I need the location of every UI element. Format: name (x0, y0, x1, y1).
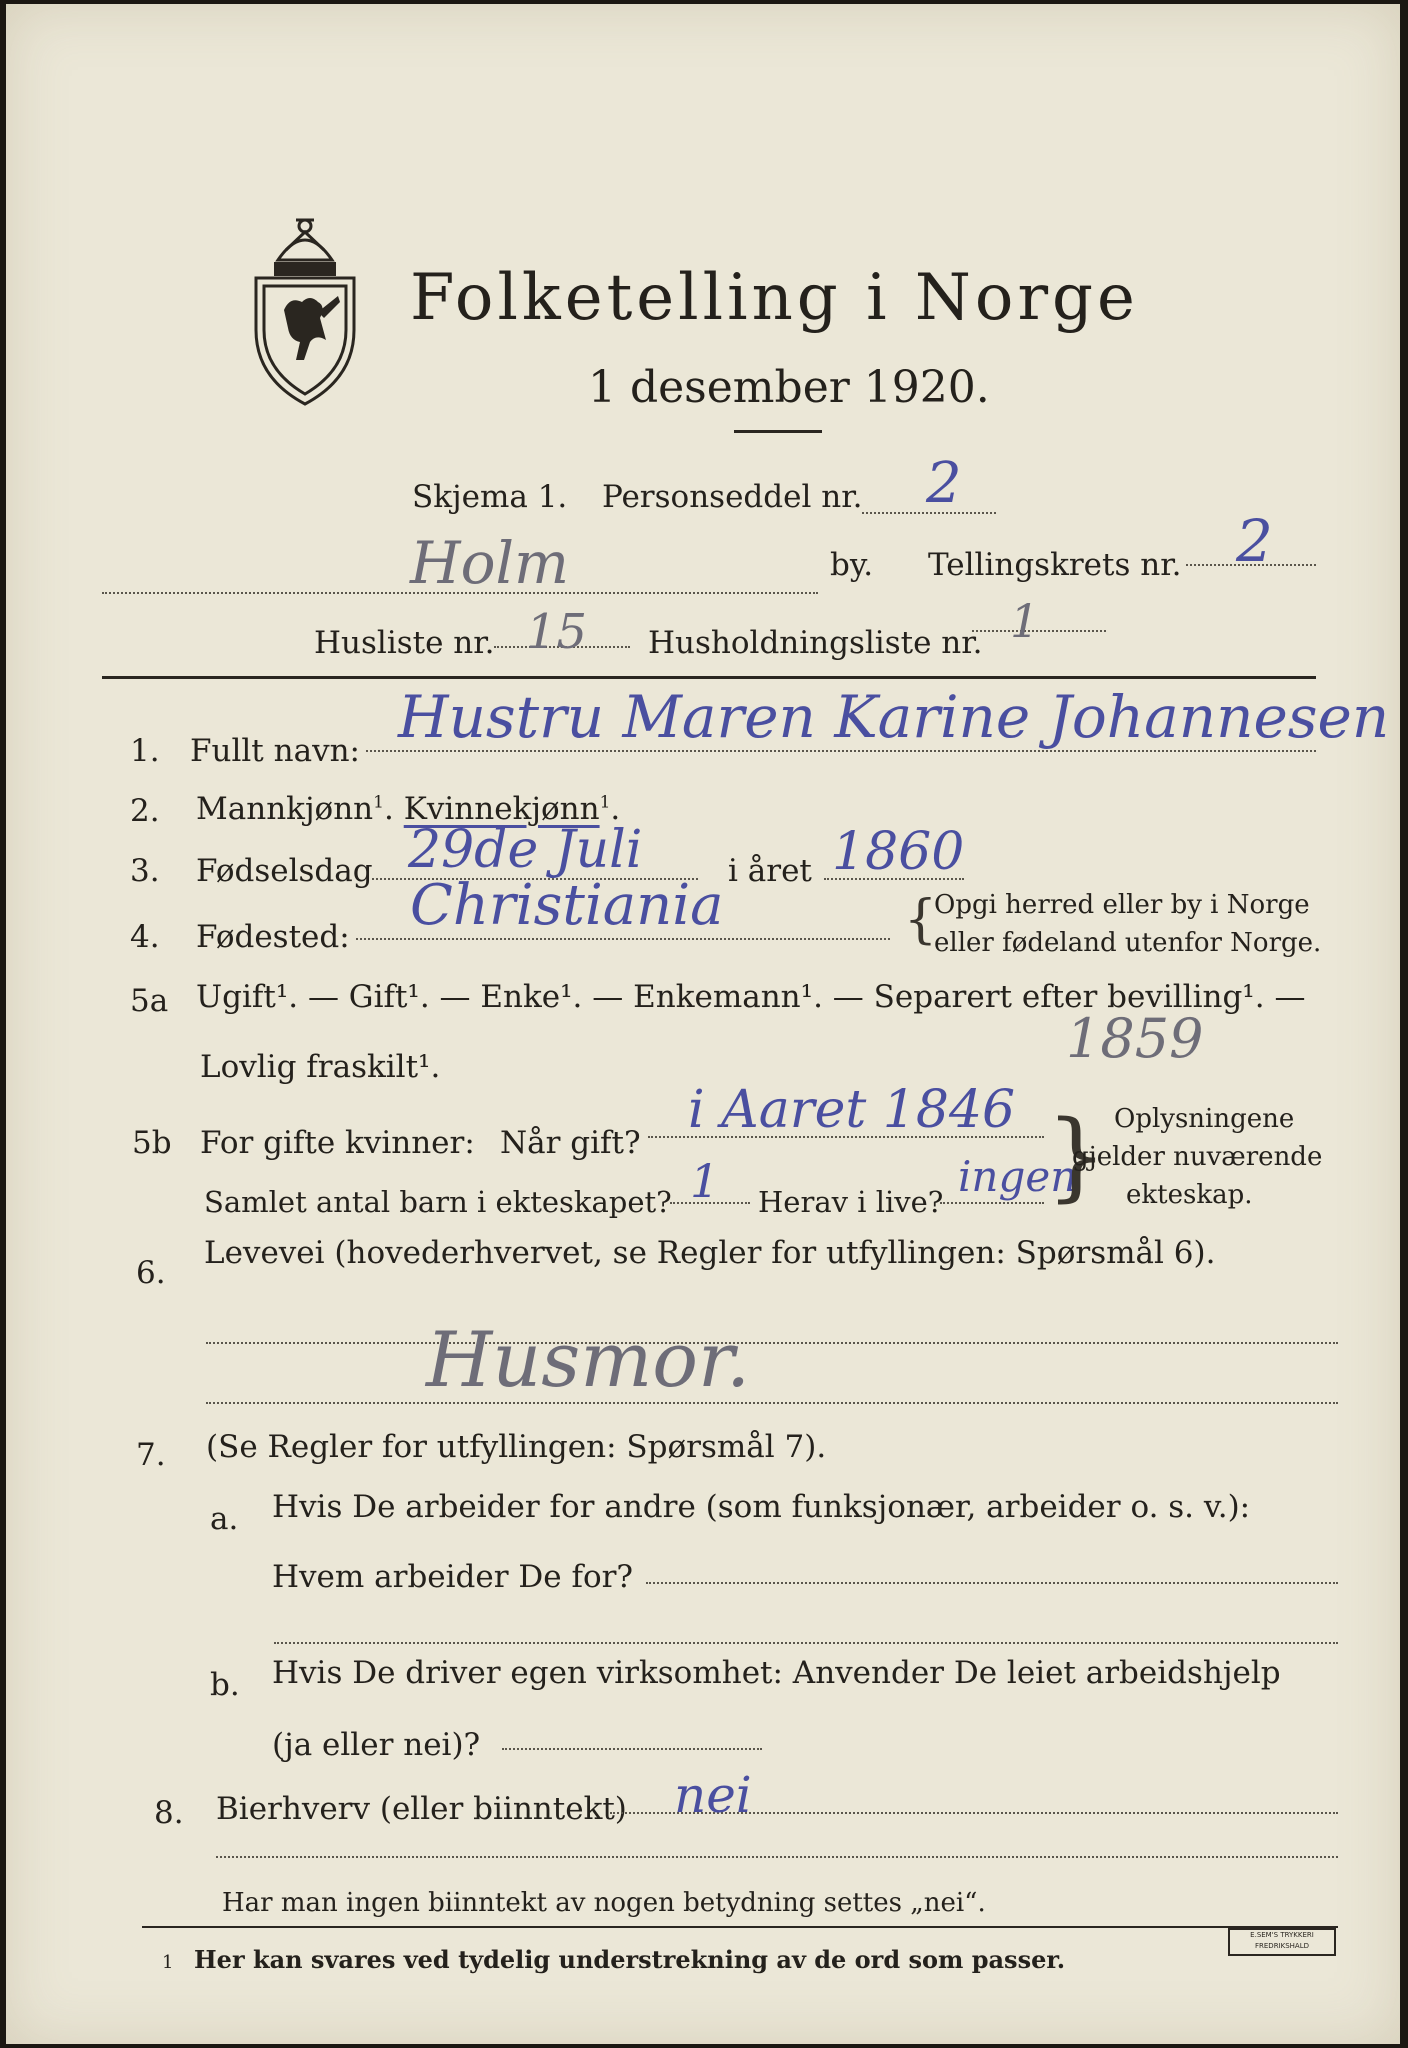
footnote-number: 1 (162, 1952, 174, 1973)
norwegian-coat-of-arms-icon (246, 210, 364, 410)
q4-value: Christiania (410, 873, 724, 938)
q1-value: Hustru Maren Karine Johannesen (398, 683, 1390, 751)
q5b-barn-value: 1 (690, 1154, 720, 1208)
footer-note: Har man ingen biinntekt av nogen betydning settes „nei“. (222, 1888, 986, 1918)
personseddel-value: 2 (926, 451, 962, 516)
q7-label: (Se Regler for utfyllingen: Spørsmål 7). (206, 1429, 827, 1465)
q5b-note-line3: ekteskap. (1126, 1180, 1253, 1210)
census-date: 1 desember 1920. (588, 362, 990, 413)
q4-label: Fødested: (196, 919, 350, 955)
q6-label: Levevei (hovederhvervet, se Regler for utfyllingen: Spørsmål 6). (204, 1235, 1216, 1271)
q5b-note-line1: Oplysningene (1114, 1104, 1295, 1134)
skjema-label: Skjema 1. (412, 479, 568, 515)
q2-options: Mannkjønn$^1$. Kvinnekjønn$^1$. (196, 791, 621, 827)
q5b-live-value: ingen (958, 1152, 1078, 1201)
husliste-value: 15 (526, 604, 588, 660)
q7a-line-answer2 (274, 1642, 1338, 1644)
q3-day-value: 29de Juli (408, 820, 643, 880)
q6-number: 6. (136, 1255, 166, 1291)
q5b-note-line2: gjelder nuværende (1072, 1142, 1323, 1172)
q5a-line1: Ugift¹. — Gift¹. — Enke¹. — Enkemann¹. — Separert efter bevilling¹. — (196, 979, 1306, 1015)
q1-label: Fullt navn: (190, 733, 360, 769)
q8-number: 8. (154, 1795, 184, 1831)
q7a-line1: Hvis De arbeider for andre (som funksjonær, arbeider o. s. v.): (272, 1489, 1251, 1525)
q5b-naar-value: i Aaret 1846 (688, 1080, 1016, 1140)
q7a-letter: a. (210, 1501, 239, 1537)
q5b-brace: } (1046, 1100, 1108, 1212)
q5b-barn-label: Samlet antal barn i ekteskapet? (204, 1185, 672, 1219)
title-divider (734, 430, 822, 433)
q4-note-line2: eller fødeland utenfor Norge. (934, 928, 1322, 958)
city-value: Holm (410, 529, 570, 597)
q3-number: 3. (130, 853, 160, 889)
q8-label: Bierhverv (eller biinntekt) (216, 1791, 627, 1827)
q5a-number: 5a (130, 983, 169, 1019)
q4-number: 4. (130, 919, 160, 955)
q7-number: 7. (136, 1437, 166, 1473)
footer-rule (142, 1926, 1338, 1928)
census-form (6, 4, 1400, 2044)
form-title: Folketelling i Norge (410, 261, 1139, 335)
header-rule (102, 676, 1316, 679)
q3-label: Fødselsdag (196, 853, 373, 889)
q5a-line2: Lovlig fraskilt¹. (200, 1049, 441, 1085)
husholdning-value: 1 (1010, 594, 1040, 648)
tellingskrets-label: Tellingskrets nr. (928, 547, 1182, 583)
footnote-text: Her kan svares ved tydelig understrekning av de ord som passer. (194, 1945, 1066, 1974)
q2-mann: Mannkjønn (196, 791, 374, 827)
q5b-naar-label: Når gift? (500, 1125, 641, 1161)
q4-brace: { (904, 890, 938, 950)
q7b-letter: b. (210, 1667, 240, 1703)
q7b-line1: Hvis De driver egen virksomhet: Anvender De leiet arbeidshjelp (272, 1655, 1281, 1691)
printer-stamp: E.SEM'S TRYKKERI FREDRIKSHALD (1228, 1928, 1336, 1956)
by-label: by. (830, 547, 874, 583)
q7b-line-answer (502, 1748, 762, 1750)
q8-line2 (216, 1856, 1338, 1858)
q7b-line2: (ja eller nei)? (272, 1727, 481, 1763)
q7a-line-answer1 (646, 1582, 1338, 1584)
q5a-annotation: 1859 (1066, 1007, 1204, 1070)
q4-note-line1: Opgi herred eller by i Norge (934, 890, 1310, 920)
q6-line1 (206, 1342, 1338, 1344)
q3-year-value: 1860 (832, 822, 965, 882)
husliste-label: Husliste nr. (314, 625, 495, 661)
q1-number: 1. (130, 733, 160, 769)
q2-number: 2. (130, 793, 160, 829)
q6-value: Husmor. (426, 1315, 751, 1404)
q2-kvinne: Kvinnekjønn (403, 791, 600, 827)
q5b-live-line (940, 1202, 1044, 1204)
q4-line (356, 938, 890, 940)
q3-year-label: i året (728, 853, 812, 889)
tellingskrets-value: 2 (1236, 507, 1273, 575)
q8-value: nei (674, 1766, 752, 1824)
husholdning-label: Husholdningsliste nr. (648, 625, 983, 661)
q5b-number: 5b (132, 1125, 172, 1161)
q5b-label: For gifte kvinner: (200, 1125, 475, 1161)
q6-line2 (206, 1402, 1338, 1404)
q5b-live-label: Herav i live? (758, 1185, 944, 1219)
q7a-line2: Hvem arbeider De for? (272, 1559, 634, 1595)
personseddel-label: Personseddel nr. (602, 479, 863, 515)
